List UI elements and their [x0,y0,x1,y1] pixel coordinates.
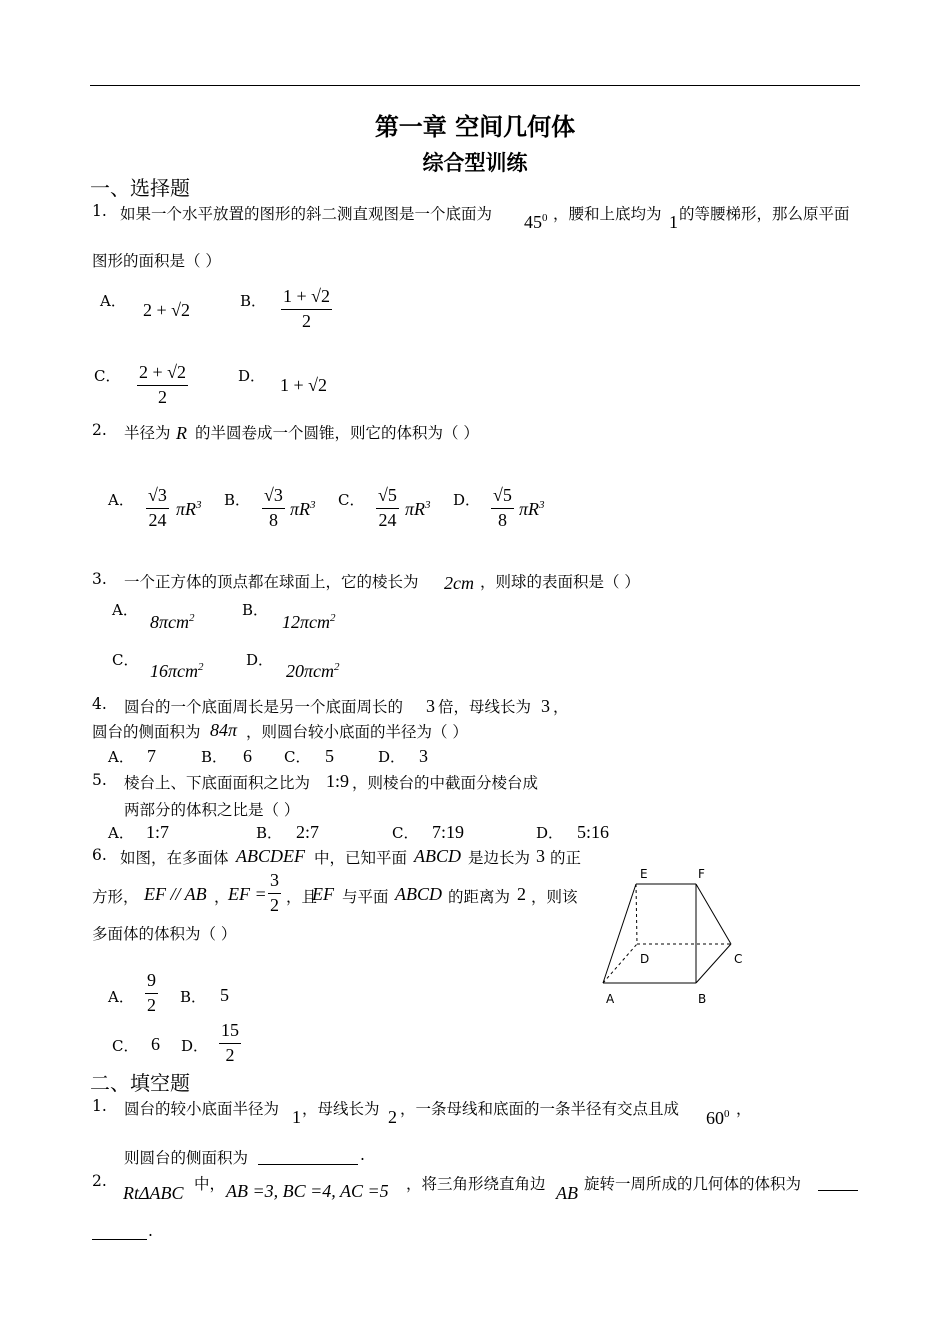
option-a-value: 7 [147,746,156,766]
option-a-label[interactable]: A． [108,491,134,509]
question-text: 的距离为 [448,888,511,906]
option-a-tail: $\pi R^3$ [176,499,202,519]
question-text: 两部分的体积之比是（ ） [124,801,300,819]
question-text: 如图，在多面体 [120,849,229,867]
option-a-value: 2 + √2 [143,300,191,320]
question-number: 1. [92,1097,107,1115]
option-d-value: 3 [419,746,428,766]
option-d-label[interactable]: D． [536,824,564,842]
polyhedron-figure [590,860,760,1010]
option-c-label[interactable]: C． [284,748,311,766]
vertex-label-e: E [640,867,648,881]
answer-blank[interactable] [818,1172,858,1191]
question-text: 图形的面积是（ ） [92,252,221,270]
option-d-label[interactable]: D． [181,1037,209,1055]
math-expression: R [176,423,187,443]
question-text: 如果一个水平放置的图形的斜二测直观图是一个底面为 [120,205,493,223]
question-text: . [148,1222,153,1240]
chapter-title: 第一章 空间几何体 [374,112,576,141]
question-text: 则圆台的侧面积为 [124,1149,249,1167]
question-text: ，则圆台较小底面的半径为（ ） [246,723,468,741]
math-expression: AB =3, BC =4, AC =5 [226,1181,389,1201]
fraction-ef: $\frac{3}{2}$ [270,870,279,915]
question-number: 3. [92,570,107,588]
math-expression: 3 [426,696,435,716]
question-text: 圆台的较小底面半径为 [124,1100,280,1118]
question-text: ，则该 [531,888,578,906]
math-expression: AB [556,1183,578,1203]
math-expression: 2 [388,1107,397,1127]
math-expression: EF // AB [144,884,207,904]
header-rule [90,85,860,86]
option-b-value: $\frac{√3}{8}$ [264,485,283,530]
option-d-label[interactable]: D． [378,748,406,766]
option-c-label[interactable]: C． [112,651,139,669]
question-text: 一个正方体的顶点都在球面上，它的棱长为 [124,573,419,591]
question-text: ，且 [286,888,318,906]
option-d-value: $\frac{15}{2}$ [221,1020,239,1065]
question-number: 2. [92,1172,107,1190]
vertex-label-c: C [734,952,743,966]
math-expression: ABCD [395,884,442,904]
option-a-label[interactable]: A． [100,292,126,310]
question-text: 圆台的侧面积为 [92,723,201,741]
math-expression: ABCDEF [236,846,305,866]
option-c-label[interactable]: C． [112,1037,139,1055]
question-text: 棱台上、下底面面积之比为 [124,774,311,792]
question-text: ， [736,1100,752,1118]
option-c-value: 16πcm$^2$ [150,661,204,681]
option-a-label[interactable]: A． [108,748,134,766]
math-expression: RtΔABC [123,1183,184,1203]
option-d-value: 1 + √2 [280,375,328,395]
vertex-label-f: F [698,867,705,881]
math-expression: 1:9 [326,771,350,791]
option-c-value: $\frac{2 + √2}{2}$ [139,362,187,407]
math-expression: $60^0$ [706,1108,730,1128]
question-text: ， [214,888,230,906]
question-text: ，腰和上底均为 [553,205,662,223]
option-c-label[interactable]: C． [94,367,121,385]
question-number: 5. [92,771,107,789]
option-b-label[interactable]: B． [224,491,251,509]
option-d-label[interactable]: D． [238,367,266,385]
option-c-tail: $\pi R^3$ [405,499,431,519]
option-a-value: $\frac{√3}{24}$ [148,485,167,530]
question-text: 多面体的体积为（ ） [92,925,237,943]
option-d-value: 5:16 [577,822,610,842]
option-a-label[interactable]: A． [108,824,134,842]
question-text: 与平面 [342,888,389,906]
question-number: 6. [92,846,107,864]
option-b-label[interactable]: B． [201,748,228,766]
answer-blank-continued[interactable] [92,1221,147,1240]
option-b-tail: $\pi R^3$ [290,499,316,519]
question-number: 2. [92,421,107,439]
math-expression: 1 [669,212,678,232]
option-b-label[interactable]: B． [240,292,267,310]
section-heading-choice: 一、选择题 [90,176,190,200]
question-text: . [360,1146,365,1164]
option-d-value: 20πcm$^2$ [286,661,340,681]
question-text: ，则棱台的中截面分棱台成 [352,774,539,792]
math-expression: $45^0$ [524,212,548,232]
option-b-value: $\frac{1 + √2}{2}$ [283,286,331,331]
option-c-value: 6 [151,1034,160,1054]
option-a-value: $\frac{9}{2}$ [147,970,156,1015]
question-text: 的正 [550,849,582,867]
math-expression: 2 [517,884,526,904]
option-d-tail: $\pi R^3$ [519,499,545,519]
option-a-label[interactable]: A． [112,601,138,619]
option-d-value: $\frac{√5}{8}$ [493,485,512,530]
question-text: ，则球的表面积是（ ） [480,573,640,591]
math-expression: 3 [536,846,545,866]
math-expression: 2cm [444,573,474,593]
answer-blank[interactable] [258,1146,358,1165]
option-c-label[interactable]: C． [392,824,419,842]
question-text: ，一条母线和底面的一条半径有交点且成 [400,1100,680,1118]
option-c-value: 7:19 [432,822,465,842]
question-text: 的等腰梯形，那么原平面 [679,205,850,223]
question-text: 圆台的一个底面周长是另一个底面周长的 [124,698,404,716]
option-c-value: $\frac{√5}{24}$ [378,485,397,530]
question-text: ， [553,698,569,716]
math-expression: 1 [292,1107,301,1127]
option-a-value: 8πcm$^2$ [150,612,195,632]
option-b-value: 2:7 [296,822,320,842]
page-subtitle: 综合型训练 [422,150,528,175]
option-b-label[interactable]: B． [180,988,207,1006]
question-text: 半径为 [124,424,171,442]
vertex-label-b: B [698,992,707,1006]
math-expression: 3 [541,696,550,716]
math-expression: 84π [210,720,238,740]
question-text: ，母线长为 [302,1100,380,1118]
question-text: 倍，母线长为 [438,698,532,716]
question-text: 中， [194,1175,226,1193]
option-d-label[interactable]: D． [453,491,481,509]
math-expression: ABCD [414,846,461,866]
option-b-label[interactable]: B． [242,601,269,619]
option-a-value: 1:7 [146,822,170,842]
question-text: 的半圆卷成一个圆锥，则它的体积为（ ） [195,424,479,442]
option-b-value: 12πcm$^2$ [282,612,336,632]
question-number: 4. [92,695,107,713]
vertex-label-d: D [640,952,650,966]
section-heading-fill: 二、填空题 [90,1071,190,1095]
option-d-label[interactable]: D． [246,651,274,669]
option-b-label[interactable]: B． [256,824,283,842]
math-expression: EF = [228,884,267,904]
option-a-label[interactable]: A． [108,988,134,1006]
question-text: 中，已知平面 [314,849,408,867]
question-text: ，将三角形绕直角边 [406,1175,546,1193]
option-c-value: 5 [325,746,334,766]
question-text: 旋转一周所成的几何体的体积为 [584,1175,802,1193]
option-b-value: 5 [220,985,229,1005]
option-b-value: 6 [243,746,252,766]
math-expression: EF [312,884,334,904]
question-text: 方形， [92,888,139,906]
question-number: 1. [92,202,107,220]
vertex-label-a: A [606,992,615,1006]
option-c-label[interactable]: C． [338,491,365,509]
question-text: 是边长为 [468,849,531,867]
